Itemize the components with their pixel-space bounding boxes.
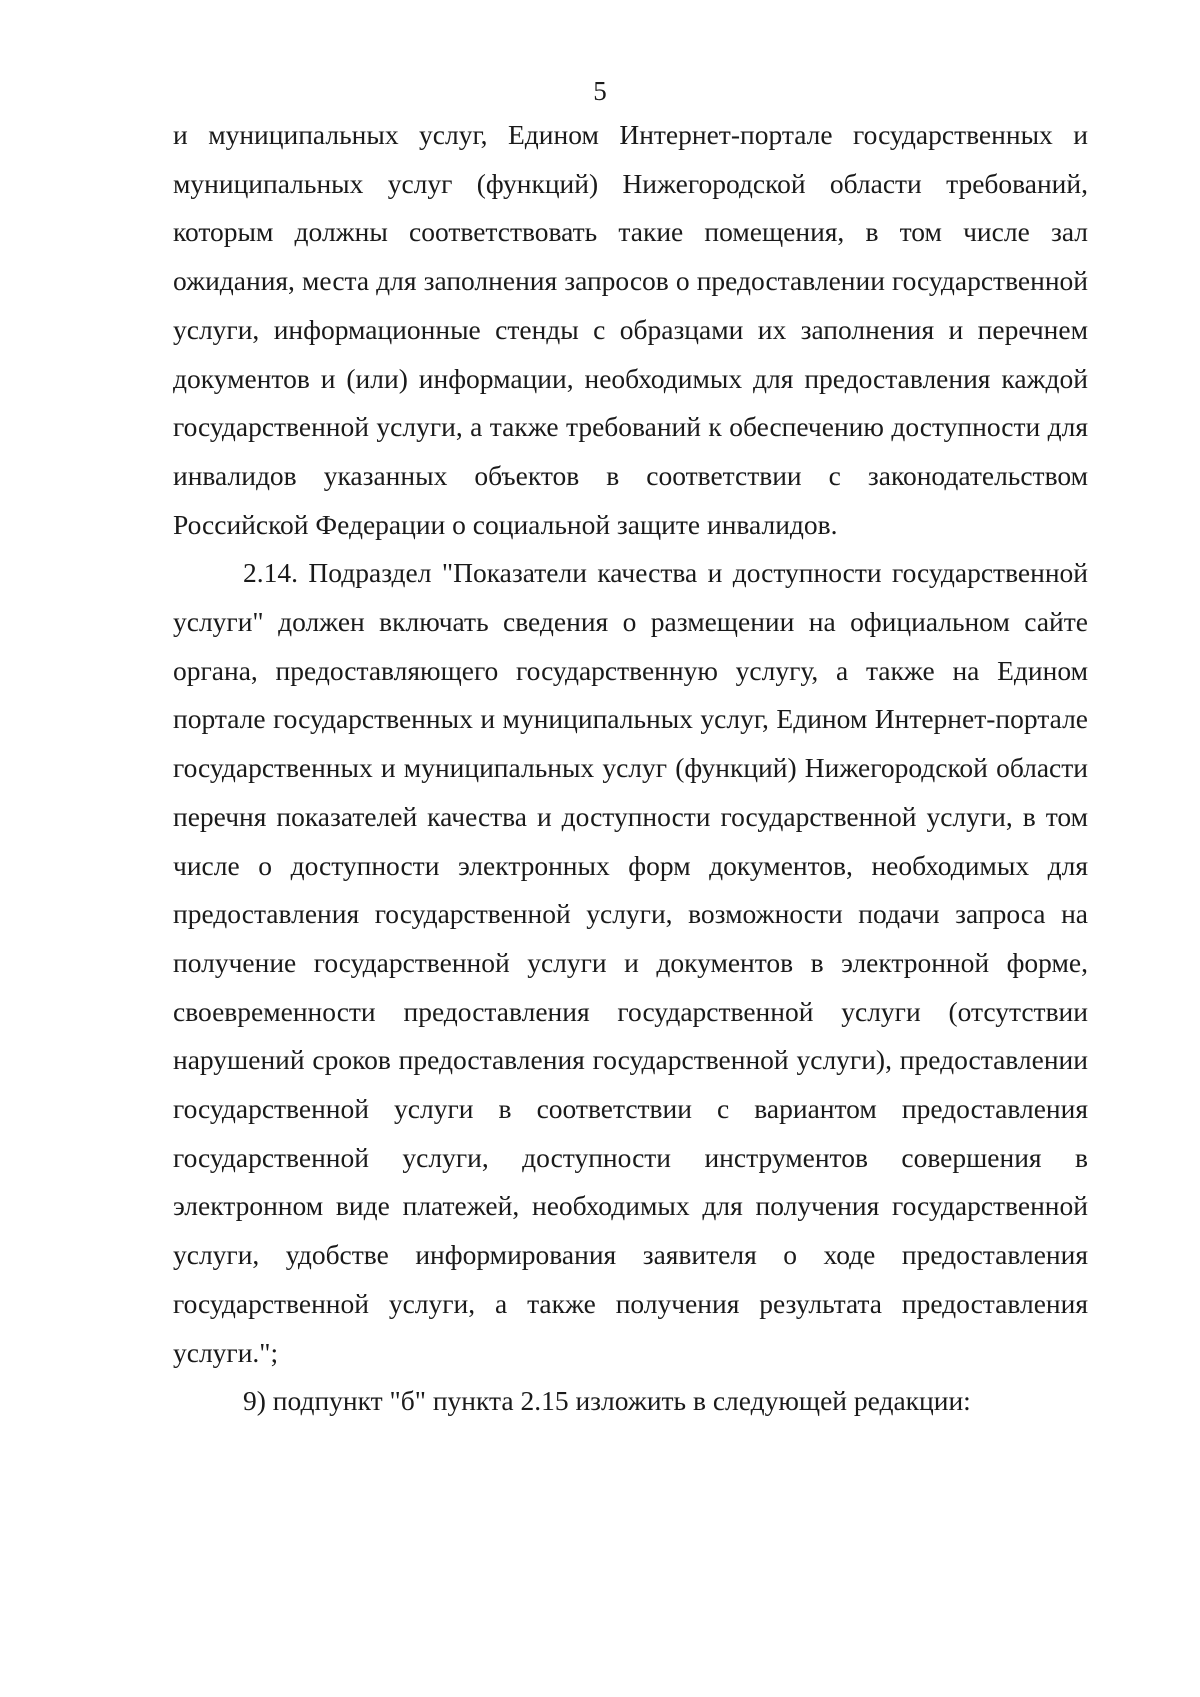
document-body [173,111,1088,1426]
paragraph-item-9-amendment: 9) подпункт "б" пункта 2.15 изложить в следующей редакции: [243,1385,971,1417]
page-number: 5 [593,76,607,106]
paragraph-2-14-quality-indicators: 2.14. Подраздел "Показатели качества и доступности государственной услуги" должен включать сведения о размещении на официальном сайте органа, предоставляющего государственную услугу, а также на Едином портале государственных и муниципальных услуг, Едином Интернет-портале государственных и муниципальных услуг (функций) Нижегородской области перечня показателей качества и доступности государственной услуги, в том числе о доступности электронных форм документов, необходимых для предоставления государственной услуги, возможности подачи запроса на получение государственной услуги и документов в электронной форме, своевременности предоставления государственной услуги (отсутствии нарушений сроков предоставления государственной услуги), предоставлении государственной услуги в соответствии с вариантом предоставления государственной услуги, доступности инструментов совершения в электронном виде платежей, необходимых для получения государственной услуги, удобстве информирования заявителя о ходе предоставления государственной услуги, а также получения результата предоставления услуги."; [173,557,1088,1368]
paragraph-requirements-premises: и муниципальных услуг, Едином Интернет-портале государственных и муниципальных услуг (функций) Нижегородской области требований, которым должны соответствовать такие помещения, в том числе зал ожидания, места для заполнения запросов о предоставлении государственной услуги, информационные стенды с образцами их заполнения и перечнем документов и (или) информации, необходимых для предоставления каждой государственной услуги, а также требований к обеспечению доступности для инвалидов указанных объектов в соответствии с законодательством Российской Федерации о социальной защите инвалидов. [173,119,1088,540]
